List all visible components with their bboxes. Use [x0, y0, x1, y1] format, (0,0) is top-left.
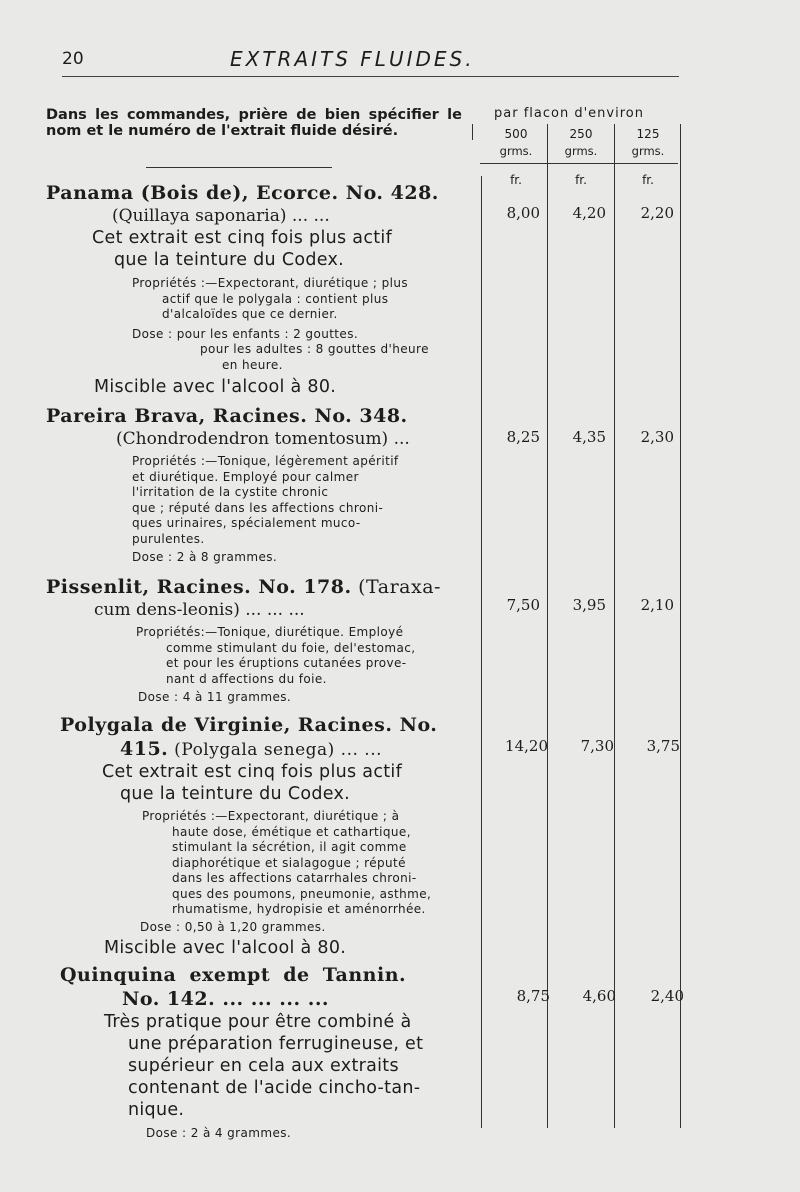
entry-title: Polygala de Virginie, Racines. No. — [60, 714, 438, 736]
entry-note: que la teinture du Codex. — [114, 250, 345, 270]
entry-latin-name: (Polygala senega) ... ... — [168, 740, 383, 760]
currency-label: fr. — [642, 173, 654, 187]
entry-properties: et diurétique. Employé pour calmer — [132, 469, 359, 484]
entry-dose: Dose : 0,50 à 1,20 grammes. — [140, 919, 326, 934]
entry-properties: ques urinaires, spécialement muco- — [132, 516, 361, 530]
price-500: 8,25 — [506, 428, 540, 446]
price-500: 14,20 — [505, 737, 548, 755]
currency-label: fr. — [510, 173, 522, 187]
price-250: 4,20 — [572, 204, 606, 222]
entry-note: nique. — [128, 1100, 185, 1120]
entry-miscible: Miscible avec l'alcool à 80. — [104, 938, 347, 958]
entry-dose: Dose : 4 à 11 grammes. — [138, 690, 292, 704]
column-divider — [614, 124, 615, 1128]
entry-properties: Propriétés :—Expectorant, diurétique ; à — [142, 809, 400, 823]
column-qty: 500 — [504, 127, 528, 141]
entry-properties: diaphorétique et sialagogue ; réputé — [172, 855, 406, 870]
entry-properties: purulentes. — [132, 531, 205, 546]
price-125: 2,20 — [640, 204, 674, 222]
price-250: 4,35 — [572, 428, 606, 446]
column-qty: 250 — [569, 127, 593, 141]
entry-dose: en heure. — [222, 357, 283, 372]
column-unit: grms. — [499, 144, 533, 158]
order-notice: Dans les commandes, prière de bien spécifier le nom et le numéro de l'extrait fluide désiré. — [46, 107, 462, 139]
entry-note: Cet extrait est cinq fois plus actif — [102, 762, 403, 782]
entry-quinquina — [46, 963, 476, 1142]
entry-title: Pareira Brava, Racines. No. 348. — [46, 405, 408, 427]
entry-properties: et pour les éruptions cutanées prove- — [166, 656, 407, 670]
entry-properties: d'alcaloïdes que ce dernier. — [162, 307, 338, 321]
entry-miscible: Miscible avec l'alcool à 80. — [94, 377, 337, 397]
entry-properties: Propriétés :—Expectorant, diurétique ; plus — [132, 276, 408, 290]
price-125: 2,10 — [640, 596, 674, 614]
price-500: 8,75 — [516, 987, 550, 1005]
price-header-rule — [480, 163, 678, 164]
entry-properties: que ; réputé dans les affections chroni- — [132, 500, 384, 515]
price-125: 2,30 — [640, 428, 674, 446]
entry-panama — [46, 181, 476, 398]
column-unit: grms. — [631, 144, 665, 158]
entry-title-bold: Pissenlit, Racines. No. 178. — [46, 576, 352, 598]
price-500: 8,00 — [506, 204, 540, 222]
entry-properties: stimulant la sécrétion, il agit comme — [172, 840, 407, 854]
column-divider — [481, 176, 482, 1128]
page-number: 20 — [62, 49, 84, 69]
entry-title: No. 142. ... ... ... ... — [122, 988, 330, 1010]
entry-properties: Propriétés:—Tonique, diurétique. Employé — [136, 625, 404, 639]
entry-dose: Dose : 2 à 8 grammes. — [132, 550, 278, 564]
price-500: 7,50 — [506, 596, 540, 614]
entry-pissenlit — [46, 575, 476, 706]
entry-pareira-brava — [46, 404, 476, 566]
entry-properties: haute dose, émétique et cathartique, — [172, 824, 411, 839]
price-250: 7,30 — [580, 737, 614, 755]
entry-note: Très pratique pour être combiné à — [104, 1012, 412, 1032]
column-divider — [472, 124, 473, 140]
entry-properties: actif que le polygala : contient plus — [162, 291, 389, 306]
price-125: 2,40 — [650, 987, 684, 1005]
entry-latin-name: (Chondrodendron tomentosum) ... — [116, 429, 410, 449]
running-title: EXTRAITS FLUIDES. — [230, 47, 475, 71]
column-head-125 — [620, 126, 676, 160]
entry-properties: comme stimulant du foie, del'estomac, — [166, 640, 416, 655]
column-unit: grms. — [564, 144, 598, 158]
entry-polygala — [46, 713, 476, 959]
column-head-250 — [552, 126, 610, 160]
notice-rule — [146, 167, 332, 168]
header-rule — [62, 76, 679, 77]
entry-title-bold: 415. — [120, 738, 169, 760]
entry-properties: Propriétés :—Tonique, légèrement apéritif — [132, 454, 399, 468]
entry-title-plain: (Taraxa- — [351, 576, 441, 598]
entry-latin-name: (Quillaya saponaria) ... ... — [112, 206, 330, 226]
entry-note: une préparation ferrugineuse, et — [128, 1034, 424, 1054]
currency-label: fr. — [575, 173, 587, 187]
entry-dose: pour les adultes : 8 gouttes d'heure — [200, 342, 429, 356]
entry-properties: l'irritation de la cystite chronic — [132, 485, 329, 499]
entry-note: supérieur en cela aux extraits — [128, 1056, 399, 1076]
entry-note: Cet extrait est cinq fois plus actif — [92, 228, 393, 248]
entry-title — [46, 575, 476, 599]
entry-properties: rhumatisme, hydropisie et aménorrhée. — [172, 902, 426, 916]
entry-note: que la teinture du Codex. — [120, 784, 351, 804]
entry-title — [120, 737, 476, 761]
entry-title: Quinquina exempt de Tannin. — [60, 964, 407, 986]
entry-dose: Dose : 2 à 4 grammes. — [146, 1126, 292, 1140]
entry-properties: ques des poumons, pneumonie, asthme, — [172, 886, 432, 901]
price-header-label: par flacon d'environ — [494, 106, 644, 121]
column-divider — [680, 124, 681, 1128]
entry-properties: dans les affections catarrhales chroni- — [172, 871, 417, 885]
column-head-500 — [488, 126, 544, 160]
column-divider — [547, 124, 548, 1128]
entry-note: contenant de l'acide cincho-tan- — [128, 1078, 421, 1098]
column-qty: 125 — [636, 127, 660, 141]
price-250: 3,95 — [572, 596, 606, 614]
entry-properties: nant d affections du foie. — [166, 671, 327, 686]
entry-latin-name: cum dens-leonis) ... ... ... — [94, 600, 305, 620]
price-250: 4,60 — [582, 987, 616, 1005]
entry-title: Panama (Bois de), Ecorce. No. 428. — [46, 182, 439, 204]
price-125: 3,75 — [646, 737, 680, 755]
entry-dose: Dose : pour les enfants : 2 gouttes. — [132, 326, 359, 341]
